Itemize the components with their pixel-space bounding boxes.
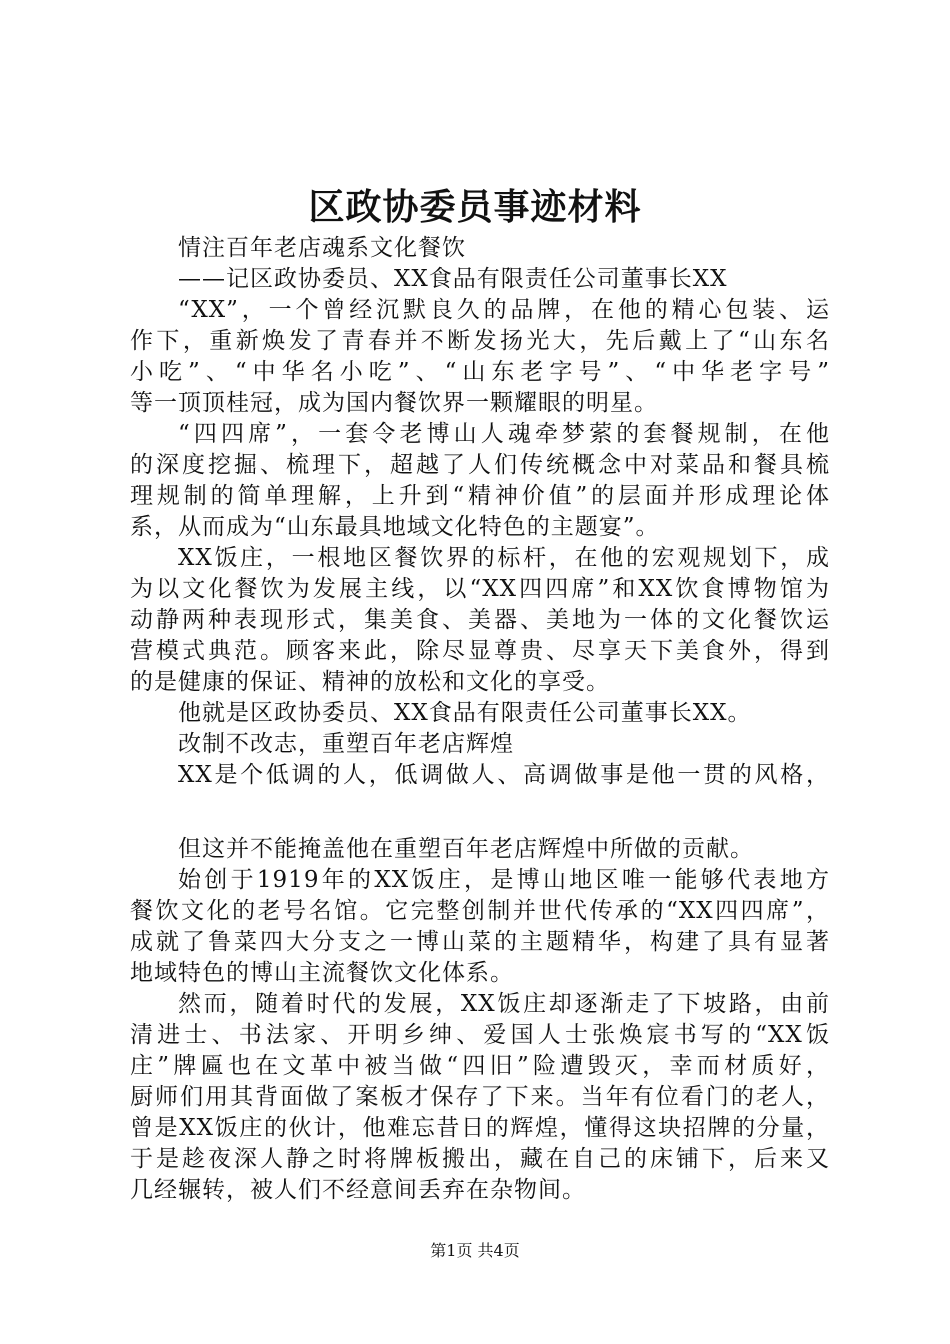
text-line: 作下，重新焕发了青春并不断发扬光大，先后戴上了“山东名 (130, 328, 830, 354)
text-line: 理规制的简单理解，上升到“精神价值”的层面并形成理论体 (130, 483, 830, 509)
text-line: 于是趁夜深人静之时将牌板搬出，藏在自己的床铺下，后来又 (130, 1146, 830, 1172)
text-line: 动静两种表现形式，集美食、美器、美地为一体的文化餐饮运 (130, 607, 830, 633)
text-line: 几经辗转，被人们不经意间丢弃在杂物间。 (130, 1177, 586, 1203)
section-heading: 改制不改志，重塑百年老店辉煌 (178, 731, 514, 757)
text-line: 的深度挖掘、梳理下，超越了人们传统概念中对菜品和餐具梳 (130, 452, 830, 478)
text-line: 小吃”、“中华名小吃”、“山东老字号”、“中华老字号” (130, 359, 830, 385)
text-line: 清进士、书法家、开明乡绅、爱国人士张焕宸书写的“XX饭 (130, 1022, 830, 1048)
text-line: XX是个低调的人，低调做人、高调做事是他一贯的风格， (178, 762, 830, 788)
text-line: 营模式典范。顾客来此，除尽显尊贵、尽享天下美食外，得到 (130, 638, 830, 664)
text-line: 他就是区政协委员、XX食品有限责任公司董事长XX。 (178, 700, 752, 726)
text-line: 庄”牌匾也在文革中被当做“四旧”险遭毁灭，幸而材质好， (130, 1053, 830, 1079)
text-line: “XX”，一个曾经沉默良久的品牌，在他的精心包装、运 (178, 297, 830, 323)
text-line: “四四席”，一套令老博山人魂牵梦萦的套餐规制，在他 (178, 421, 830, 447)
text-line: 厨师们用其背面做了案板才保存了下来。当年有位看门的老人， (130, 1084, 830, 1110)
text-line: 曾是XX饭庄的伙计，他难忘昔日的辉煌，懂得这块招牌的分量， (130, 1115, 830, 1141)
text-line: 的是健康的保证、精神的放松和文化的享受。 (130, 669, 610, 695)
text-line: 为以文化餐饮为发展主线，以“XX四四席”和XX饮食博物馆为 (130, 576, 830, 602)
paragraph-gap (130, 791, 830, 834)
text-line: 然而，随着时代的发展，XX饭庄却逐渐走了下坡路，由前 (178, 991, 830, 1017)
text-line: 等一顶顶桂冠，成为国内餐饮界一颗耀眼的明星。 (130, 390, 658, 416)
subtitle-line: 情注百年老店魂系文化餐饮 (178, 235, 466, 261)
text-line: 但这并不能掩盖他在重塑百年老店辉煌中所做的贡献。 (178, 836, 754, 862)
text-line: 地域特色的博山主流餐饮文化体系。 (130, 960, 514, 986)
text-line: 成就了鲁菜四大分支之一博山菜的主题精华，构建了具有显著 (130, 929, 830, 955)
page-footer: 第1页 共4页 (430, 1241, 520, 1260)
text-line: 餐饮文化的老号名馆。它完整创制并世代传承的“XX四四席”， (130, 898, 830, 924)
text-line: 系，从而成为“山东最具地域文化特色的主题宴”。 (130, 514, 660, 540)
text-line: 始创于1919年的XX饭庄，是博山地区唯一能够代表地方 (178, 867, 830, 893)
page-title: 区政协委员事迹材料 (308, 186, 642, 228)
byline: ——记区政协委员、XX食品有限责任公司董事长XX (178, 266, 728, 292)
document-body (130, 233, 830, 1206)
text-line: XX饭庄，一根地区餐饮界的标杆，在他的宏观规划下，成 (178, 545, 830, 571)
